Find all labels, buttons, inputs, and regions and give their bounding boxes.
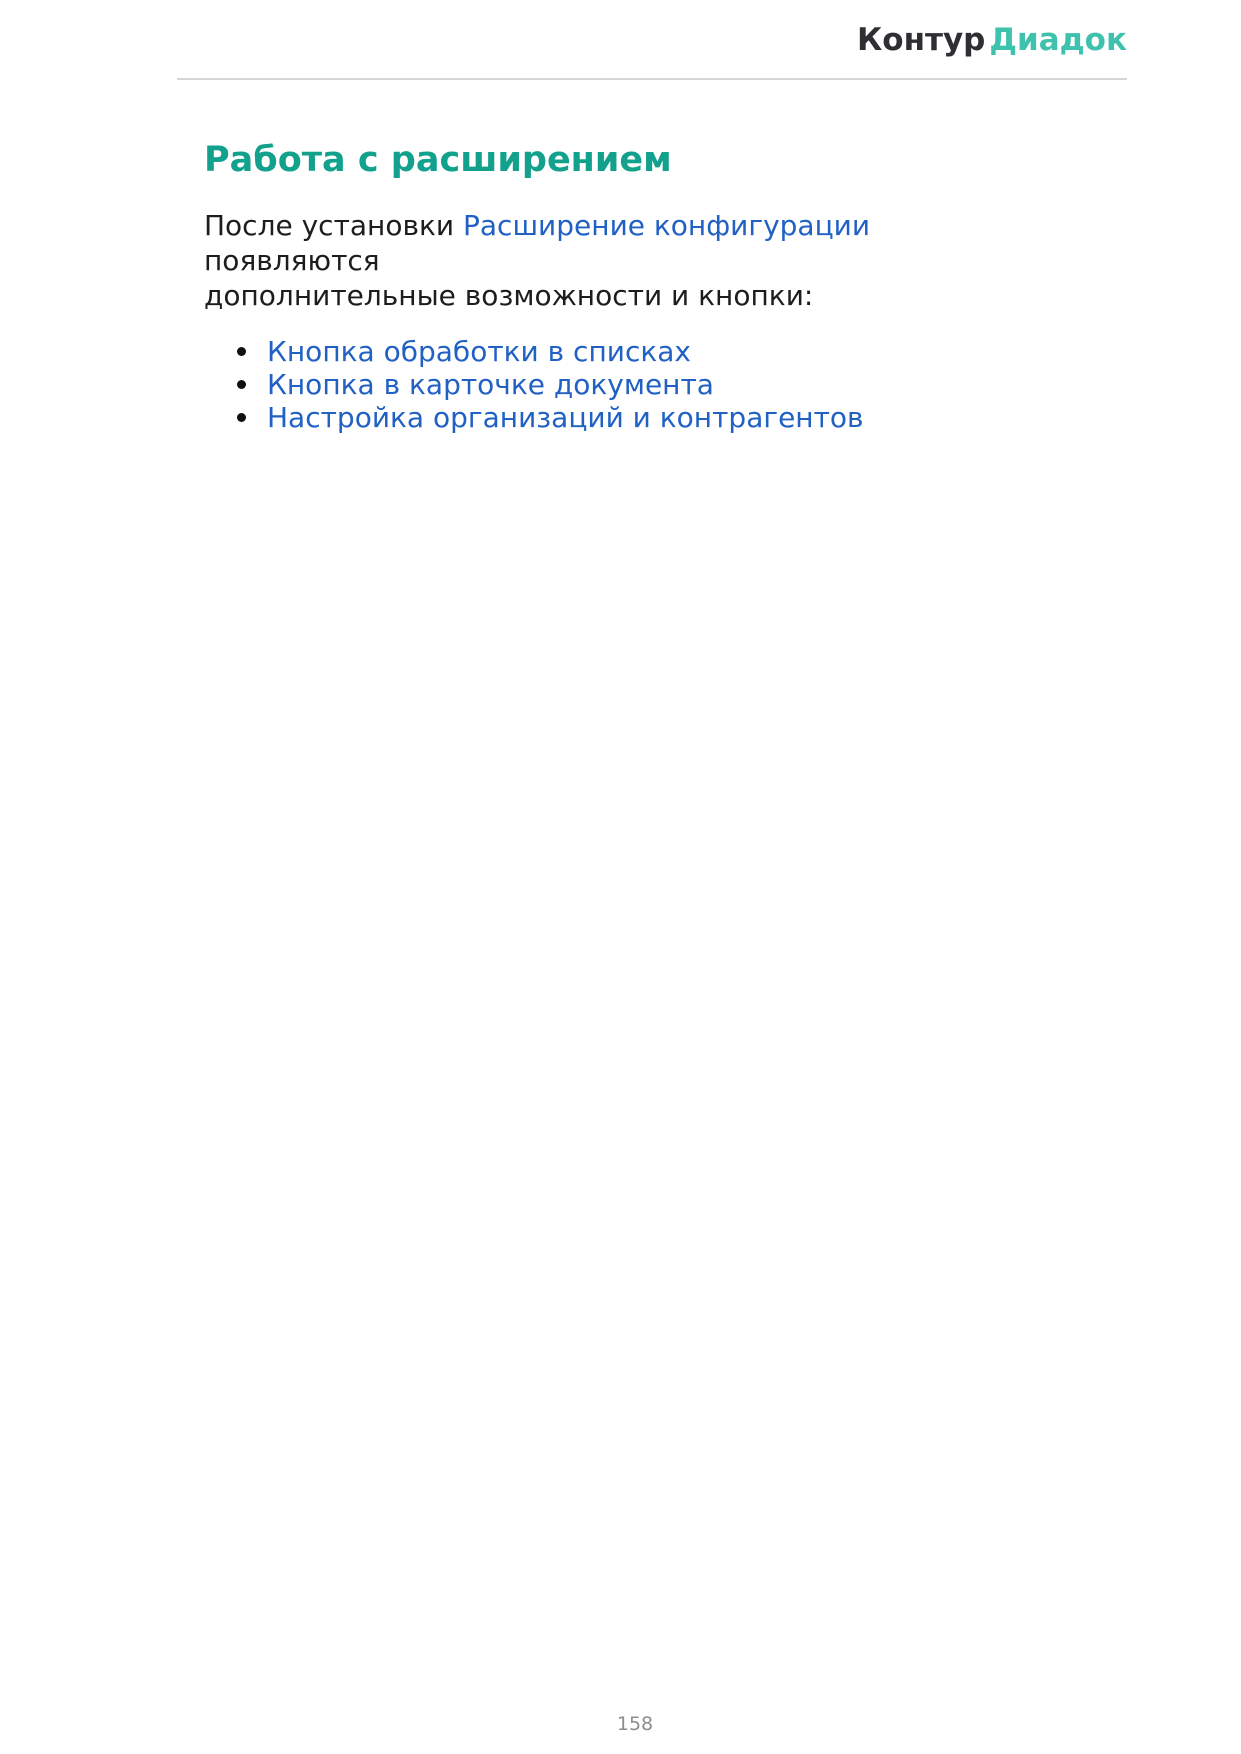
intro-text-before-link: После установки <box>204 209 463 242</box>
header-divider <box>177 78 1127 80</box>
bullet-icon <box>237 347 246 356</box>
bullet-icon <box>237 413 246 422</box>
intro-text-after-link: появляются <box>204 244 380 277</box>
logo-diadoc-text: Диадок <box>989 22 1127 58</box>
bullet-icon <box>237 380 246 389</box>
page-title: Работа с расширением <box>204 140 672 180</box>
config-extension-link[interactable]: Расширение конфигурации <box>463 209 871 242</box>
intro-paragraph <box>204 208 1004 313</box>
list-item <box>204 368 1004 401</box>
list-item <box>204 401 1004 434</box>
intro-line-2: дополнительные возможности и кнопки: <box>204 279 814 312</box>
kontur-diadoc-logo <box>857 22 1127 58</box>
page-content <box>204 140 1004 434</box>
link-list-processing-button[interactable]: Кнопка обработки в списках <box>267 335 691 368</box>
page-number: 158 <box>616 1713 654 1735</box>
link-document-card-button[interactable]: Кнопка в карточке документа <box>267 368 714 401</box>
logo-kontur-text: Контур <box>856 22 986 58</box>
link-org-counterparty-settings[interactable]: Настройка организаций и контрагентов <box>267 401 864 434</box>
list-item <box>204 335 1004 368</box>
intro-line-1 <box>204 208 1004 278</box>
feature-link-list <box>204 335 1004 434</box>
